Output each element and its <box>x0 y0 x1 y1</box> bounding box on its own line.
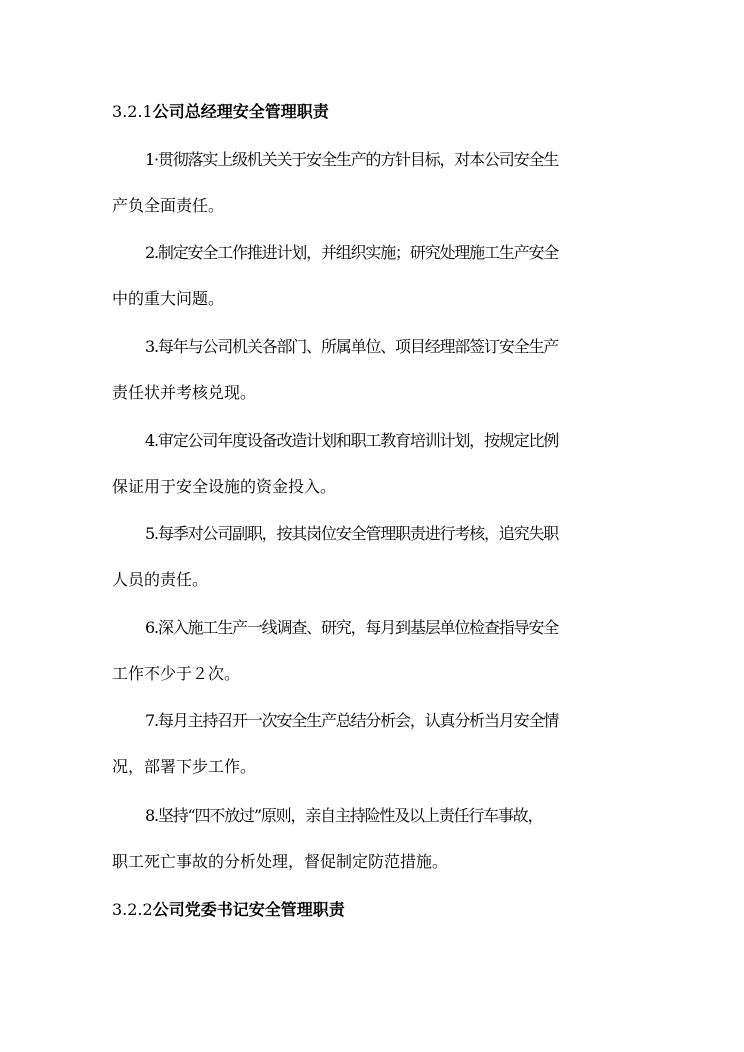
paragraph-item-1 <box>112 148 642 215</box>
section-title: 公司党委书记安全管理职责 <box>152 900 345 919</box>
paragraph-line-2: 责任状并考核兑现。 <box>112 383 257 402</box>
paragraph-item-3 <box>112 335 642 402</box>
section-heading-3-2-1 <box>112 100 329 124</box>
paragraph-line-2: 工作不少于２次。 <box>112 664 241 683</box>
paragraph-line-2: 中的重大问题。 <box>112 289 225 308</box>
paragraph-line-2: 况，部署下步工作。 <box>112 757 257 776</box>
paragraph-item-6 <box>112 616 642 683</box>
paragraph-line-1: 4.审定公司年度设备改造计划和职工教育培训计划，按规定比例 <box>145 431 559 450</box>
paragraph-line-1: 8.坚持“四不放过”原则，亲自主持险性及以上责任行车事故， <box>145 806 543 825</box>
paragraph-line-2: 保证用于安全设施的资金投入。 <box>112 477 337 496</box>
paragraph-item-4 <box>112 429 642 496</box>
section-number: 3.2.2 <box>112 900 153 919</box>
section-heading-3-2-2 <box>112 898 345 922</box>
paragraph-line-1: 1·贯彻落实上级机关关于安全生产的方针目标，对本公司安全生 <box>145 150 559 169</box>
paragraph-line-2: 职工死亡事故的分析处理，督促制定防范措施。 <box>112 852 449 871</box>
paragraph-item-8 <box>112 804 642 871</box>
paragraph-item-2 <box>112 241 642 308</box>
paragraph-item-5 <box>112 522 642 589</box>
paragraph-line-1: 7.每月主持召开一次安全生产总结分析会，认真分析当月安全情 <box>145 711 559 730</box>
paragraph-line-1: 3.每年与公司机关各部门、所属单位、项目经理部签订安全生产 <box>145 337 559 356</box>
section-title: 公司总经理安全管理职责 <box>152 102 329 121</box>
paragraph-line-1: 2.制定安全工作推进计划，并组织实施；研究处理施工生产安全 <box>145 243 559 262</box>
paragraph-line-1: 6.深入施工生产一线调查、研究，每月到基层单位检查指导安全 <box>145 618 559 637</box>
paragraph-item-7 <box>112 709 642 776</box>
paragraph-line-1: 5.每季对公司副职，按其岗位安全管理职责进行考核，追究失职 <box>145 524 559 543</box>
paragraph-line-2: 人员的责任。 <box>112 570 209 589</box>
paragraph-line-2: 产负全面责任。 <box>112 196 225 215</box>
section-number: 3.2.1 <box>112 102 153 121</box>
